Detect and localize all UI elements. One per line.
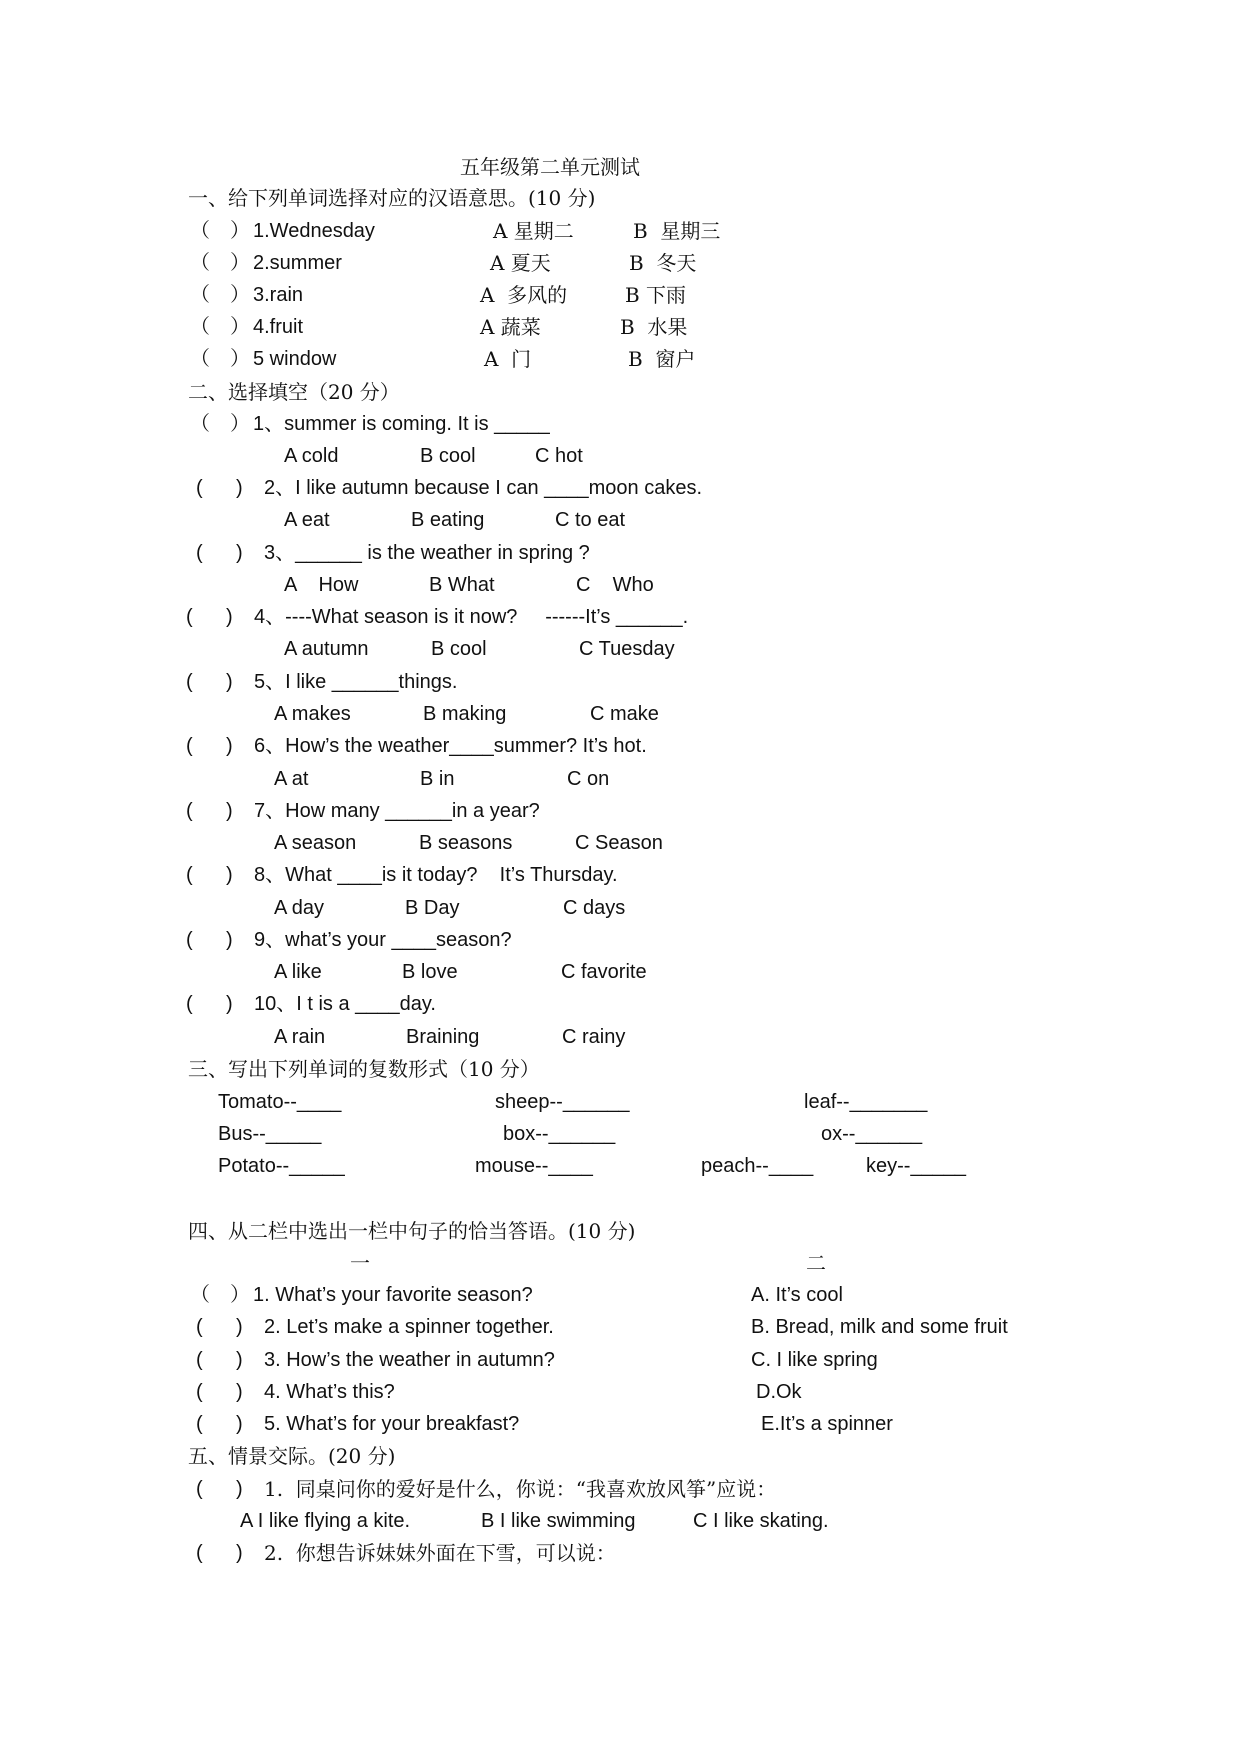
match-answer: D.Ok: [756, 1381, 802, 1403]
s1-option-b: B 窗户: [628, 347, 696, 371]
s5-option: A I like flying a kite.: [240, 1510, 411, 1532]
s1-paren[interactable]: （ ）: [190, 284, 250, 306]
s2-paren[interactable]: ( ): [196, 542, 243, 564]
s2-question: 1、summer is coming. It is _____: [253, 413, 550, 435]
plural-item: Bus--_____: [218, 1123, 322, 1145]
plural-item: Tomato--____: [218, 1091, 342, 1113]
s2-question: 3、______ is the weather in spring ?: [264, 542, 590, 564]
plural-item: leaf--_______: [804, 1091, 928, 1113]
s2-option: B making: [423, 703, 507, 725]
s1-paren[interactable]: （ ）: [190, 252, 250, 274]
s5-question: 2. 你想告诉妹妹外面在下雪，可以说：: [264, 1541, 616, 1565]
s5-option: B I like swimming: [481, 1510, 636, 1532]
section3-heading: 三、写出下列单词的复数形式（10 分）: [188, 1057, 540, 1081]
s1-paren[interactable]: （ ）: [190, 220, 250, 242]
match-answer: C. I like spring: [751, 1349, 878, 1371]
s2-option: B in: [420, 768, 455, 790]
s1-option-b: B 水果: [620, 315, 688, 339]
s1-word: 3.rain: [253, 284, 304, 306]
s2-option: C favorite: [561, 961, 647, 983]
s2-question: 2、I like autumn because I can ____moon cakes.: [264, 477, 703, 499]
s2-option: C Who: [576, 574, 654, 596]
s1-word: 1.Wednesday: [253, 220, 375, 242]
s2-option: A cold: [284, 445, 339, 467]
s2-question: 8、What ____is it today? It’s Thursday.: [254, 864, 618, 886]
s2-option: C to eat: [555, 509, 626, 531]
s2-option: B cool: [420, 445, 476, 467]
s1-option-a: A 门: [484, 347, 532, 371]
match-answer: E.It’s a spinner: [761, 1413, 893, 1435]
s1-paren[interactable]: （ ）: [190, 348, 250, 370]
s2-paren[interactable]: ( ): [186, 864, 233, 886]
match-paren[interactable]: ( ): [196, 1316, 243, 1338]
s1-word: 4.fruit: [253, 316, 304, 338]
s2-question: 6、How’s the weather____summer? It’s hot.: [254, 735, 647, 757]
s2-paren[interactable]: ( ): [186, 800, 233, 822]
plural-item: ox--______: [821, 1123, 923, 1145]
s2-option: B love: [402, 961, 458, 983]
s2-option: A at: [274, 768, 309, 790]
match-question: 1. What’s your favorite season?: [253, 1284, 533, 1306]
s2-option: Braining: [406, 1026, 480, 1048]
match-paren[interactable]: （ ）: [190, 1284, 250, 1306]
s2-option: A eat: [284, 509, 330, 531]
s1-option-b: B 星期三: [633, 219, 721, 243]
s2-option: A How: [284, 574, 359, 596]
s2-option: C Season: [575, 832, 663, 854]
s2-question: 7、How many ______in a year?: [254, 800, 540, 822]
s2-question: 10、I t is a ____day.: [254, 993, 436, 1015]
s5-question: 1. 同桌问你的爱好是什么，你说：“我喜欢放风筝”应说：: [264, 1477, 777, 1501]
s2-option: C make: [590, 703, 659, 725]
s2-option: C Tuesday: [579, 638, 675, 660]
s1-option-a: A 多风的: [480, 283, 568, 307]
s2-option: A rain: [274, 1026, 326, 1048]
match-paren[interactable]: ( ): [196, 1381, 243, 1403]
s2-option: B Day: [405, 897, 460, 919]
plural-item: mouse--____: [475, 1155, 593, 1177]
page-title: 五年级第二单元测试: [460, 155, 640, 179]
plural-item: box--______: [503, 1123, 616, 1145]
s2-question: 9、what’s your ____season?: [254, 929, 512, 951]
s2-paren[interactable]: ( ): [186, 606, 233, 628]
s2-option: C on: [567, 768, 610, 790]
plural-item: peach--____: [701, 1155, 814, 1177]
match-paren[interactable]: ( ): [196, 1349, 243, 1371]
s2-option: A makes: [274, 703, 351, 725]
plural-item: sheep--______: [495, 1091, 630, 1113]
section4-heading: 四、从二栏中选出一栏中句子的恰当答语。(10 分): [188, 1219, 636, 1243]
match-answer: B. Bread, milk and some fruit: [751, 1316, 1008, 1338]
s2-question: 5、I like ______things.: [254, 671, 458, 693]
s2-paren[interactable]: ( ): [186, 671, 233, 693]
s2-option: C rainy: [562, 1026, 626, 1048]
s1-word: 2.summer: [253, 252, 342, 274]
match-question: 5. What’s for your breakfast?: [264, 1413, 520, 1435]
s2-option: C days: [563, 897, 626, 919]
s2-paren[interactable]: ( ): [196, 477, 243, 499]
s1-option-b: B 下雨: [625, 283, 687, 307]
s1-option-a: A 星期二: [493, 219, 574, 243]
s2-option: C hot: [535, 445, 583, 467]
section1-heading: 一、给下列单词选择对应的汉语意思。(10 分): [188, 186, 596, 210]
s2-option: A like: [274, 961, 322, 983]
s1-word: 5 window: [253, 348, 337, 370]
s1-option-a: A 蔬菜: [480, 315, 541, 339]
s2-option: A season: [274, 832, 357, 854]
match-answer: A. It’s cool: [751, 1284, 843, 1306]
s1-option-a: A 夏天: [490, 251, 551, 275]
match-question: 3. How’s the weather in autumn?: [264, 1349, 555, 1371]
s2-paren[interactable]: （ ）: [190, 413, 250, 435]
match-question: 2. Let’s make a spinner together.: [264, 1316, 554, 1338]
s5-paren[interactable]: ( ): [196, 1542, 243, 1564]
s5-option: C I like skating.: [693, 1510, 829, 1532]
plural-item: key--_____: [866, 1155, 967, 1177]
s2-option: B eating: [411, 509, 485, 531]
s2-option: B cool: [431, 638, 487, 660]
plural-item: Potato--_____: [218, 1155, 345, 1177]
section2-heading: 二、选择填空（20 分）: [188, 380, 400, 404]
s2-paren[interactable]: ( ): [186, 735, 233, 757]
s5-paren[interactable]: ( ): [196, 1478, 243, 1500]
s2-paren[interactable]: ( ): [186, 993, 233, 1015]
column-two-label: 二: [806, 1251, 826, 1275]
match-paren[interactable]: ( ): [196, 1413, 243, 1435]
s2-option: B seasons: [419, 832, 513, 854]
s2-option: B What: [429, 574, 495, 596]
s2-option: A autumn: [284, 638, 369, 660]
match-question: 4. What’s this?: [264, 1381, 395, 1403]
s1-paren[interactable]: （ ）: [190, 316, 250, 338]
s2-paren[interactable]: ( ): [186, 929, 233, 951]
s2-question: 4、----What season is it now? ------It’s ______.: [254, 606, 689, 628]
section5-heading: 五、情景交际。(20 分): [188, 1444, 396, 1468]
s1-option-b: B 冬天: [629, 251, 697, 275]
column-one-label: 一: [350, 1251, 370, 1275]
s2-option: A day: [274, 897, 325, 919]
